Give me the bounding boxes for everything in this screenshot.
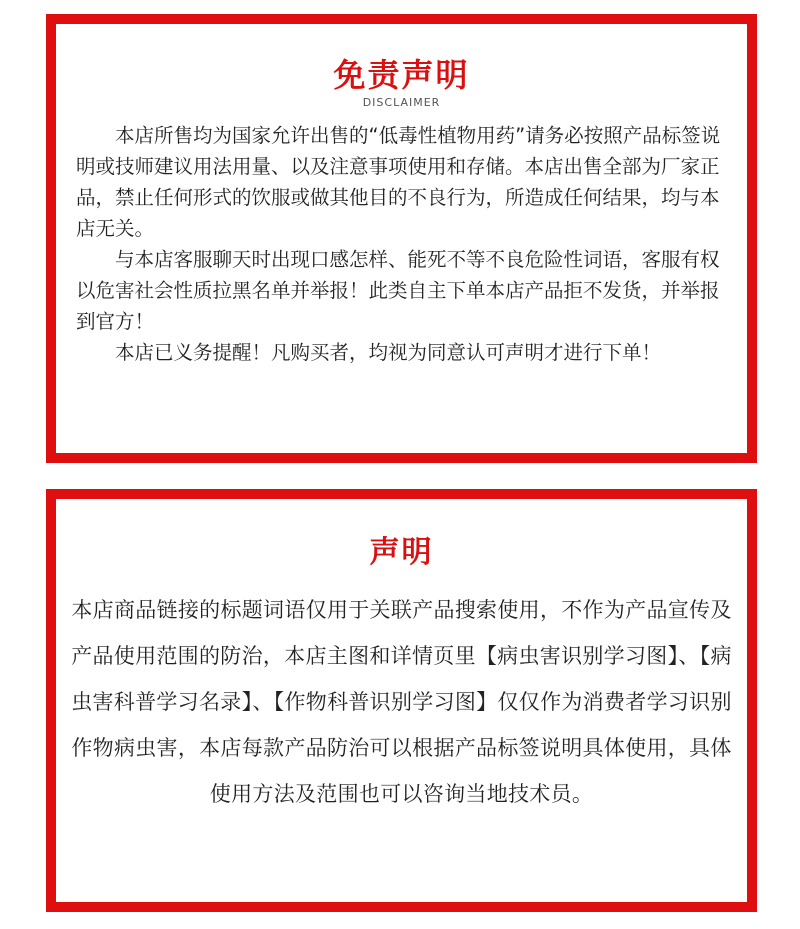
disclaimer-box xyxy=(46,14,757,463)
statement-paragraph: 本店商品链接的标题词语仅用于关联产品搜索使用，不作为产品宣传及产品使用范围的防治，本店主图和详情页里【病虫害识别学习图】、【病虫害科普学习名录】、【作物科普识别学习图】仅仅作为消费者学习识别作物病虫害，本店每款产品防治可以根据产品标签说明具体使用，具体使用方法及范围也可以咨询当地技术员。 xyxy=(71,598,732,806)
disclaimer-body xyxy=(76,120,733,368)
disclaimer-paragraph-3: 本店已义务提醒！凡购买者，均视为同意认可声明才进行下单！ xyxy=(115,341,662,364)
statement-body xyxy=(68,587,735,817)
disclaimer-paragraph-2: 与本店客服聊天时出现口感怎样、能死不等不良危险性词语，客服有权以危害社会性质拉黑名单并举报！此类自主下单本店产品拒不发货，并举报到官方！ xyxy=(76,248,720,333)
disclaimer-title: 免责声明 xyxy=(333,56,470,94)
statement-box xyxy=(46,489,757,912)
disclaimer-subtitle: DISCLAIMER xyxy=(362,96,441,109)
disclaimer-paragraph-1: 本店所售均为国家允许出售的“低毒性植物用药”请务必按照产品标签说明或技师建议用法用量、以及注意事项使用和存储。本店出售全部为厂家正品，禁止任何形式的饮服或做其他目的不良行为，所造成任何结果，均与本店无关。 xyxy=(76,124,721,240)
statement-title: 声明 xyxy=(369,535,434,570)
